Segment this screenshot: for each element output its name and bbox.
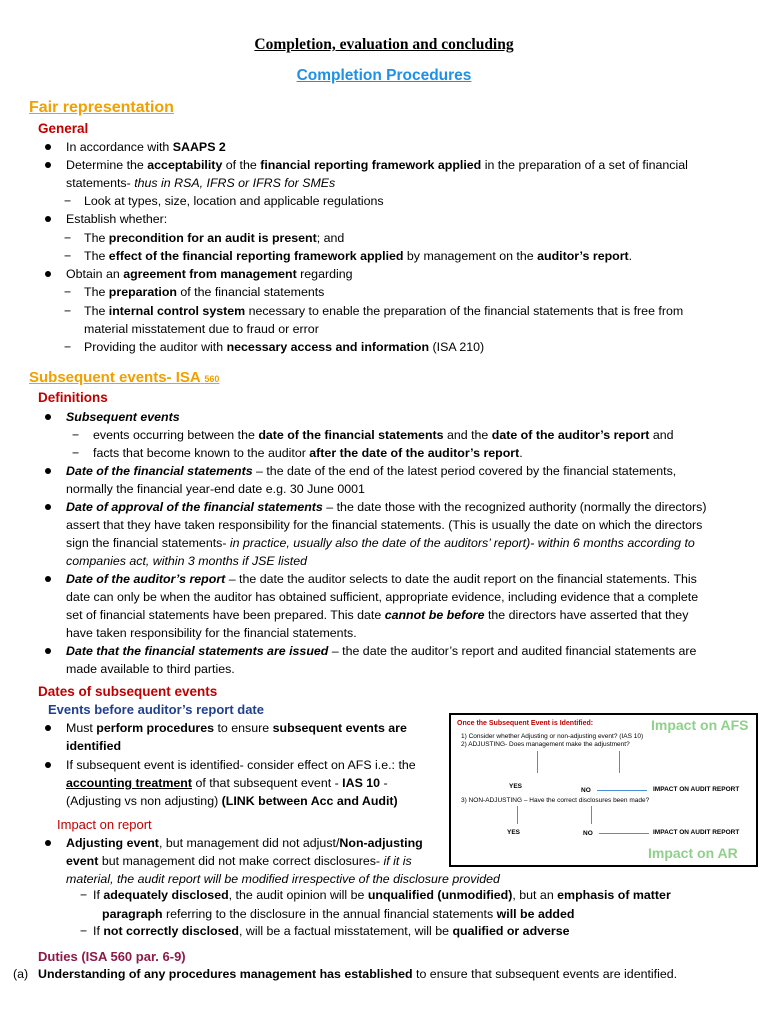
bullet-icon [45,576,51,582]
definitions-heading: Definitions [38,390,108,405]
bullet-icon [45,725,51,731]
definition-text: Date of the auditor’s report – the date the auditor selects to date the audit report on the financial statements. This [66,572,697,586]
flowchart-impact: IMPACT ON AUDIT REPORT [653,829,740,836]
definition-term: Subsequent events [66,410,180,424]
dash-marker: − [64,231,72,245]
dash-marker: − [64,249,72,263]
bullet-text-continued: identified [66,739,122,753]
events-before-heading: Events before auditor’s report date [48,702,264,717]
flowchart-step-1: 1) Consider whether Adjusting or non-adjusting event? (IAS 10) [461,733,644,740]
bullet-icon [45,840,51,846]
sub-item-text: Look at types, size, location and applicable regulations [84,194,384,208]
bullet-icon [45,414,51,420]
definition-text: Date of approval of the financial statements – the date those with the recognized authority (normally the directors) [66,500,707,514]
bullet-icon [45,216,51,222]
definition-text-continued: date can only be when the auditor has obtained sufficient, appropriate evidence, including evidence that a complete [66,590,699,604]
document-title: Completion, evaluation and concluding [254,36,514,53]
flowchart-yes: YES [509,783,523,790]
definition-text-continued: have taken responsibility for the financial statements. [66,626,357,640]
sub-item-text-continued: paragraph referring to the disclosure in the annual financial statements will be added [102,907,575,921]
sub-item-text-continued: material misstatement due to fraud or error [84,322,319,336]
definition-text-continued: set of financial statements have been prepared. This date cannot be before the directors have asserted that they [66,608,689,622]
fair-representation-heading: Fair representation [29,99,174,116]
arrow-right-icon [599,833,649,834]
arrow-down-icon [537,751,538,773]
bullet-text: Establish whether: [66,212,168,226]
bullet-icon [45,762,51,768]
bullet-text-continued: event but management did not make correct disclosures- if it is [66,854,412,868]
definition-text-continued: sign the financial statements- in practice, usually also the date of the auditors’ report)- within 6 months according to [66,536,695,550]
general-heading: General [38,121,89,136]
dash-marker: − [80,924,88,938]
bullet-text-continued: material, the audit report will be modified irrespective of the disclosure provided [66,872,500,886]
dash-marker: − [72,428,80,442]
dash-marker: − [72,446,80,460]
sub-item-text: events occurring between the date of the financial statements and the date of the auditor’s report and [93,428,674,442]
bullet-text-continued: (Adjusting vs non adjusting) (LINK between Acc and Audit) [66,794,398,808]
dates-heading: Dates of subsequent events [38,684,218,699]
bullet-icon [45,648,51,654]
bullet-text-continued: statements- thus in RSA, IFRS or IFRS for SMEs [66,176,336,190]
dash-marker: − [64,285,72,299]
sub-item-text: If not correctly disclosed, will be a factual misstatement, will be qualified or adverse [93,924,570,938]
bullet-text-continued: accounting treatment of that subsequent event - IAS 10 - [66,776,388,790]
flowchart-header: Once the Subsequent Event is Identified: [457,720,594,727]
flowchart-yes: YES [507,829,521,836]
definition-text: Date of the financial statements – the date of the end of the latest period covered by the financial statements, [66,464,677,478]
bullet-icon [45,468,51,474]
dash-marker: − [64,304,72,318]
arrow-down-icon [619,751,620,773]
list-label: (a) [13,967,29,981]
sub-item-text: The preparation of the financial statements [84,285,325,299]
arrow-down-icon [517,806,518,824]
impact-on-afs-label: Impact on AFS [651,717,749,733]
sub-item-text: If adequately disclosed, the audit opinion will be unqualified (unmodified), but an emphasis of matter [93,888,671,902]
sub-item-text: Providing the auditor with necessary access and information (ISA 210) [84,340,485,354]
duty-item-text: Understanding of any procedures management has established to ensure that subsequent events are identified. [38,967,678,981]
bullet-icon [45,162,51,168]
subsequent-event-flowchart [449,713,758,867]
subsequent-events-heading: Subsequent events- ISA 560 [29,369,220,386]
definition-text-continued: assert that they have taken responsibility for the financial statements. (This is usually the date on which the directors [66,518,703,532]
impact-on-ar-label: Impact on AR [648,845,738,861]
sub-item-text: facts that become known to the auditor after the date of the auditor’s report. [93,446,523,460]
impact-on-report-heading: Impact on report [57,817,152,832]
bullet-text: In accordance with SAAPS 2 [66,140,226,154]
bullet-icon [45,504,51,510]
bullet-text: Must perform procedures to ensure subsequent events are [66,721,407,735]
dash-marker: − [64,194,72,208]
sub-item-text: The precondition for an audit is present; and [84,231,345,245]
sub-item-text: The internal control system necessary to enable the preparation of the financial statements that is free from [84,304,684,318]
flowchart-no: NO [583,830,593,837]
dash-marker: − [64,340,72,354]
bullet-text: Obtain an agreement from management regarding [66,267,353,281]
arrow-down-icon [591,806,592,824]
flowchart-no: NO [581,787,591,794]
bullet-text: Determine the acceptability of the financial reporting framework applied in the preparation of a set of financial [66,158,688,172]
definition-text-continued: made available to third parties. [66,662,235,676]
arrow-right-icon [597,790,647,791]
flowchart-step-3: 3) NON-ADJUSTING – Have the correct disclosures been made? [461,797,650,804]
bullet-icon [45,271,51,277]
bullet-text: Adjusting event, but management did not adjust/Non-adjusting [66,836,423,850]
bullet-icon [45,144,51,150]
sub-item-text: The effect of the financial reporting framework applied by management on the auditor’s report. [84,249,633,263]
definition-text-continued: normally the financial year-end date e.g. 30 June 0001 [66,482,365,496]
definition-text-continued: companies act, within 3 months if JSE listed [66,554,308,568]
definition-text: Date that the financial statements are issued – the date the auditor’s report and audited financial statements are [66,644,697,658]
dash-marker: − [80,888,88,902]
flowchart-impact: IMPACT ON AUDIT REPORT [653,786,740,793]
duties-heading: Duties (ISA 560 par. 6-9) [38,949,186,964]
section-title: Completion Procedures [296,67,472,84]
bullet-text: If subsequent event is identified- consider effect on AFS i.e.: the [66,758,416,772]
flowchart-step-2: 2) ADJUSTING- Does management make the adjustment? [461,741,630,748]
